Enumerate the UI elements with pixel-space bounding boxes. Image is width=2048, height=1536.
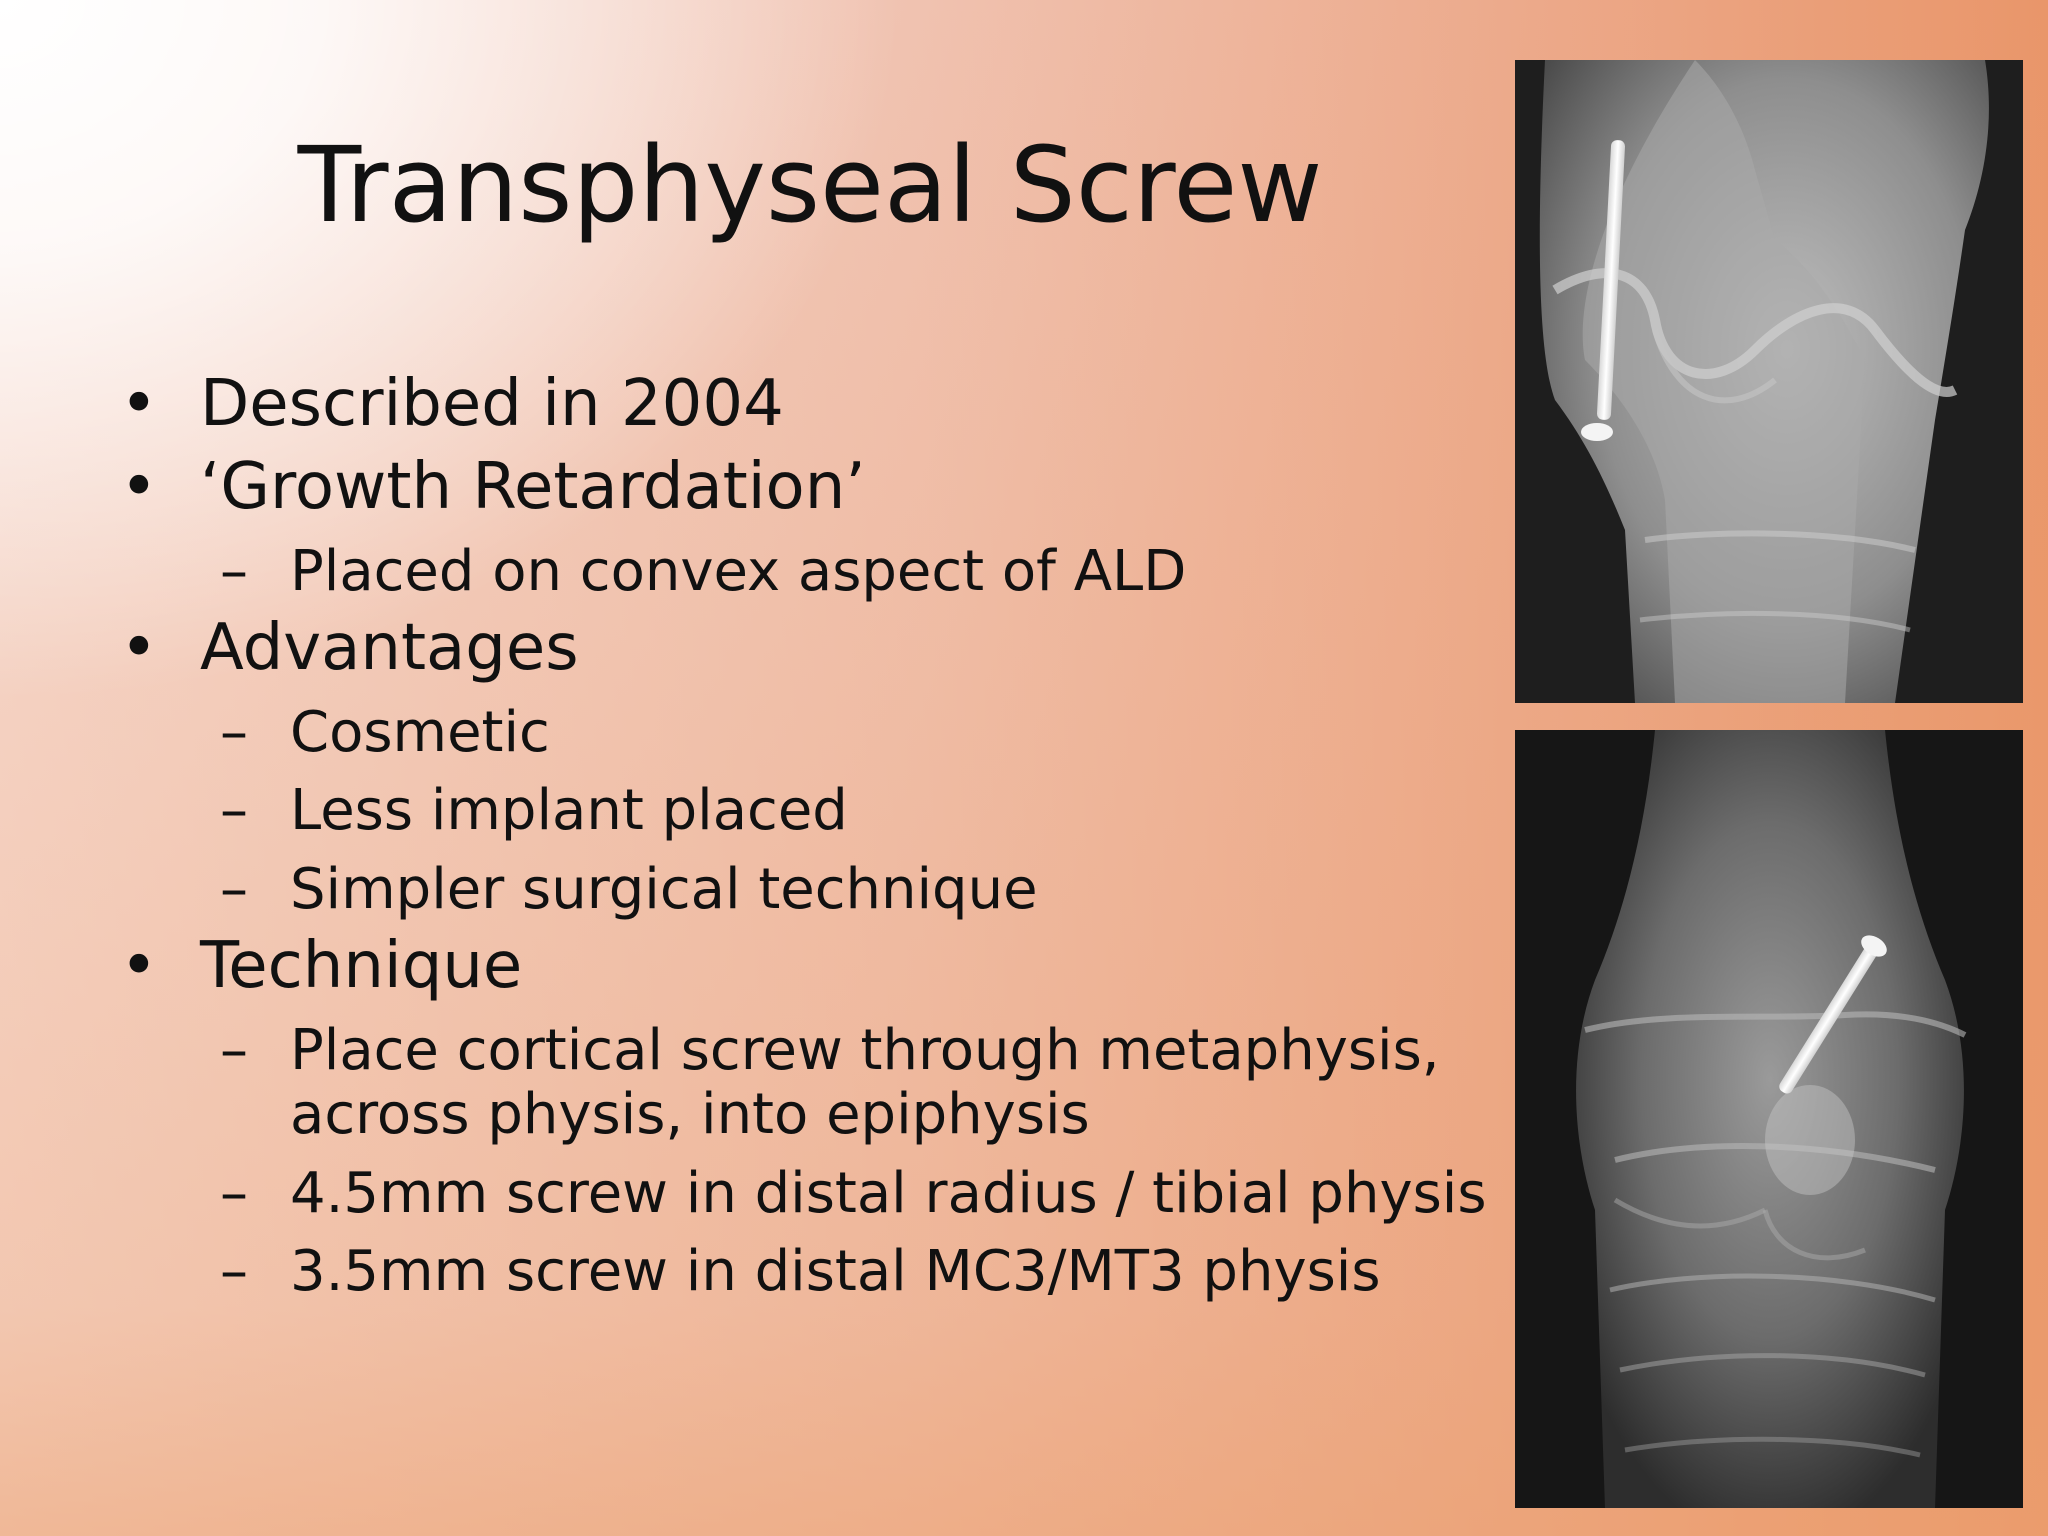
bullet-text: Advantages: [200, 610, 579, 685]
sub-bullet-text: Cosmetic: [290, 699, 550, 765]
bullet-marker: •: [120, 928, 158, 1003]
dash-marker: –: [220, 1017, 248, 1083]
sub-bullet-text: Place cortical screw through metaphysis, across physis, into epiphysis: [290, 1017, 1440, 1148]
bullet-item: [120, 610, 1500, 687]
bullet-marker: •: [120, 610, 158, 685]
xray-lateral-illustration: [1515, 60, 2023, 703]
slide-title: Transphyseal Screw: [297, 124, 1323, 246]
bullet-item: [120, 366, 1500, 443]
sub-bullet-text: Simpler surgical technique: [290, 856, 1038, 922]
xray-image-top: [1515, 60, 2023, 703]
sub-bullet-item: [120, 701, 1500, 765]
dash-marker: –: [220, 778, 248, 844]
xray-image-bottom: [1515, 730, 2023, 1508]
sub-bullet-text: Less implant placed: [290, 778, 848, 844]
dash-marker: –: [220, 538, 248, 604]
sub-bullet-item: [120, 1019, 1500, 1148]
bullet-text: Technique: [200, 928, 523, 1003]
sub-bullet-item: [120, 540, 1500, 604]
bullet-text: ‘Growth Retardation’: [200, 449, 866, 524]
sub-bullet-item: [120, 1162, 1500, 1226]
bullet-text: Described in 2004: [200, 367, 784, 441]
xray-frontal-illustration: [1515, 730, 2023, 1508]
bullet-item: [120, 449, 1500, 526]
bullet-list: [120, 360, 1500, 1304]
dash-marker: –: [220, 1160, 248, 1226]
sub-bullet-item: [120, 1240, 1500, 1304]
dash-marker: –: [220, 856, 248, 922]
sub-bullet-item: [120, 858, 1500, 922]
dash-marker: –: [220, 699, 248, 765]
sub-bullet-text: 4.5mm screw in distal radius / tibial physis: [290, 1160, 1487, 1226]
bullet-marker: •: [120, 449, 158, 524]
bullet-item: [120, 928, 1500, 1005]
sub-bullet-text: Placed on convex aspect of ALD: [290, 538, 1187, 604]
dash-marker: –: [220, 1238, 248, 1304]
sub-bullet-text: 3.5mm screw in distal MC3/MT3 physis: [290, 1238, 1381, 1304]
bullet-marker: •: [120, 367, 158, 441]
sub-bullet-item: [120, 779, 1500, 843]
